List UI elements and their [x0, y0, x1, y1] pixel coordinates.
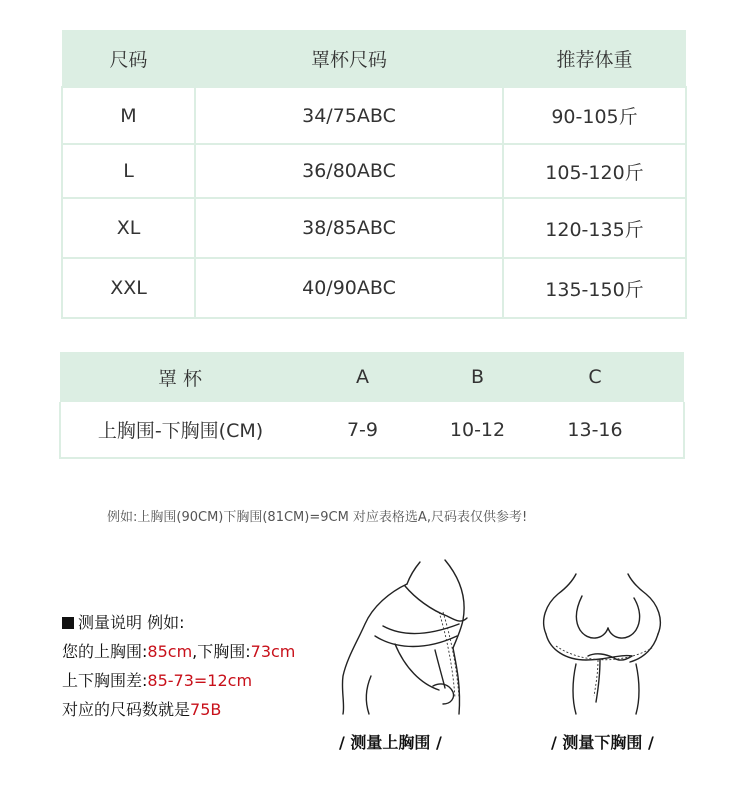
upper-bust-measure-illustration-icon [335, 558, 475, 716]
weight-cell: 120-135斤 [503, 198, 686, 258]
explanation-line-1 [62, 637, 295, 666]
difference-value: 85-73=12cm [147, 671, 253, 690]
size-chart-table [61, 30, 687, 319]
explanation-title-line [62, 608, 295, 637]
header-cup-size: 罩杯尺码 [195, 30, 503, 87]
cup-size-cell: 40/90ABC [195, 258, 503, 318]
explanation-line-2 [62, 666, 295, 695]
size-cell: M [62, 87, 195, 144]
difference-label: 上下胸围差: [62, 671, 148, 690]
explanation-title: 测量说明 例如: [78, 613, 185, 632]
size-cell: XXL [62, 258, 195, 318]
size-cell: L [62, 144, 195, 198]
result-label: 对应的尺码数就是 [62, 700, 191, 719]
measurement-explanation [62, 608, 295, 724]
explanation-line-3 [62, 695, 295, 724]
cup-size-cell: 38/85ABC [195, 198, 503, 258]
table-row [62, 198, 686, 258]
bust-difference-label: 上胸围-下胸围(CM) [60, 402, 300, 458]
under-bust-value: 73cm [250, 642, 296, 661]
header-recommended-weight: 推荐体重 [503, 30, 686, 87]
header-cup-c: C [530, 352, 660, 402]
weight-cell: 105-120斤 [503, 144, 686, 198]
table-row [60, 402, 684, 458]
cup-size-cell: 34/75ABC [195, 87, 503, 144]
table-row [62, 87, 686, 144]
cup-size-cell: 36/80ABC [195, 144, 503, 198]
size-chart-header-row [62, 30, 686, 87]
cup-chart-header-row [60, 352, 684, 402]
row-spacer [660, 402, 684, 458]
header-cup-b: B [425, 352, 530, 402]
table-row [62, 258, 686, 318]
header-cup-a: A [300, 352, 425, 402]
result-value: 75B [190, 700, 222, 719]
cup-chart-table [59, 352, 685, 459]
cup-a-range: 7-9 [300, 402, 425, 458]
cup-b-range: 10-12 [425, 402, 530, 458]
size-cell: XL [62, 198, 195, 258]
upper-bust-caption: / 测量上胸围 / [339, 733, 442, 752]
upper-bust-label: 您的上胸围: [62, 642, 148, 661]
black-square-icon [62, 617, 74, 629]
example-note: 例如:上胸围(90CM)下胸围(81CM)=9CM 对应表格选A,尺码表仅供参考! [107, 510, 528, 525]
under-bust-measure-illustration-icon [536, 572, 676, 716]
weight-cell: 135-150斤 [503, 258, 686, 318]
weight-cell: 90-105斤 [503, 87, 686, 144]
table-row [62, 144, 686, 198]
under-bust-label: ,下胸围: [192, 642, 251, 661]
header-cup: 罩 杯 [60, 352, 300, 402]
under-bust-caption: / 测量下胸围 / [551, 733, 654, 752]
cup-c-range: 13-16 [530, 402, 660, 458]
header-spacer [660, 352, 684, 402]
upper-bust-value: 85cm [147, 642, 193, 661]
header-size: 尺码 [62, 30, 195, 87]
